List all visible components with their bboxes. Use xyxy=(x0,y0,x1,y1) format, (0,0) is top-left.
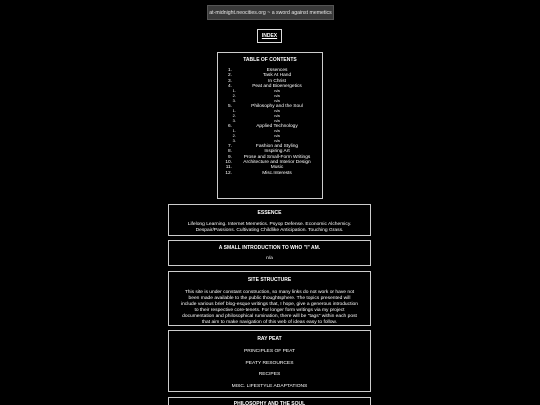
toc-item-label[interactable]: Architecture and Interior Design xyxy=(243,160,311,166)
toc-item-label[interactable]: n/a xyxy=(274,93,280,99)
toc-item-label[interactable]: n/a xyxy=(274,118,280,124)
toc-item-number: 2. xyxy=(232,113,236,119)
recipes-link[interactable]: RECIPES xyxy=(258,372,281,377)
toc-list xyxy=(218,68,322,176)
principles-of-peat-link[interactable]: PRINCIPLES OF PEAT xyxy=(244,349,295,354)
ray-peat-section xyxy=(168,330,371,392)
toc-item-label[interactable]: Philosophy and the Soul xyxy=(251,104,303,110)
toc-item-number: 1. xyxy=(232,88,236,94)
toc-item-label[interactable]: Fashion and Styling xyxy=(255,144,299,150)
toc-item-number: 3. xyxy=(227,78,232,84)
philosophy-section xyxy=(168,397,371,405)
essence-text: Lifelong Learning. Internet Memetics. Psyop Defense. Economic Alchemicy. Despair/Passions. Cultivating Childlike Anticipation. Touching Grass. xyxy=(187,222,352,233)
toc-item-label[interactable]: Applied Technology xyxy=(256,124,298,130)
toc-item-number: 11. xyxy=(225,165,232,171)
ray-peat-title: RAY PEAT xyxy=(257,336,282,342)
toc-item-label[interactable]: Prose and Small-Form Writings xyxy=(243,154,311,160)
toc-item-number: 2. xyxy=(232,133,236,139)
site-structure-section xyxy=(168,271,371,326)
toc-item-number: 8. xyxy=(227,149,232,155)
toc-item-label[interactable]: n/a xyxy=(274,113,280,119)
toc-item-label[interactable]: n/a xyxy=(274,98,280,104)
intro-title: A SMALL INTRODUCTION TO WHO "I" AM. xyxy=(218,245,321,251)
toc-item-label[interactable]: Task At Hand xyxy=(262,73,292,79)
toc-item-label[interactable]: Music xyxy=(270,165,284,171)
toc-item-label[interactable]: Essences xyxy=(266,68,288,73)
toc-item-number: 10. xyxy=(225,160,232,166)
table-of-contents xyxy=(217,52,323,199)
toc-item-label[interactable]: Inspiring Art xyxy=(264,149,290,155)
toc-item-label[interactable]: n/a xyxy=(274,133,280,139)
philosophy-title: PHILOSOPHY AND THE SOUL xyxy=(233,401,306,405)
site-structure-text: This site is under constant construction, so many links do not work or have not been made available to the public thoughtsphere. The topics presented will include various brief blog-esque writings that, I hope, give a generous introduction to their respective core-tenets. For longer form writings via my project documentation and philosophical rumination, there will be "tags" within each post that aim to make navigation of this web of ideas easy to follow. xyxy=(181,290,358,325)
toc-item-number: 12. xyxy=(225,170,232,176)
toc-item-number: 3. xyxy=(232,118,236,124)
toc-item-label[interactable]: In Christ xyxy=(268,78,286,84)
intro-text: n/a xyxy=(266,256,273,261)
intro-section xyxy=(168,240,371,266)
toc-item-number: 5. xyxy=(227,104,232,110)
toc-item-label[interactable]: Misc.Interests xyxy=(262,170,292,176)
toc-item-number: 9. xyxy=(227,154,232,160)
essence-title: ESSENCE xyxy=(257,210,282,216)
peaty-resources-link[interactable]: PEATY RESOURCES xyxy=(245,360,294,366)
index-link[interactable]: INDEX xyxy=(257,29,282,43)
toc-item-label[interactable]: n/a xyxy=(274,138,280,144)
toc-item-number: 7. xyxy=(227,144,232,150)
toc-item[interactable] xyxy=(218,171,322,176)
site-title: at-midnight.neocities.org ~ a sword against memetics xyxy=(209,9,332,16)
site-title-bar xyxy=(207,5,334,20)
toc-item-number: 3. xyxy=(232,138,236,144)
toc-item-label[interactable]: n/a xyxy=(274,128,280,134)
site-structure-title: SITE STRUCTURE xyxy=(247,277,292,283)
toc-item-number: 2. xyxy=(227,73,232,79)
toc-item-label[interactable]: n/a xyxy=(274,88,280,94)
toc-title: TABLE OF CONTENTS xyxy=(243,57,297,63)
toc-item-number: 6. xyxy=(227,124,232,130)
toc-item-label[interactable]: n/a xyxy=(274,108,280,114)
toc-item-number: 3. xyxy=(232,98,236,104)
toc-item-number: 1. xyxy=(227,68,232,73)
toc-item-number: 1. xyxy=(232,128,236,134)
toc-item-number: 1. xyxy=(232,108,236,114)
toc-item-label[interactable]: Peat and Bioenergetics xyxy=(252,84,302,90)
essence-section xyxy=(168,204,371,236)
toc-item-number: 4. xyxy=(227,84,232,90)
misc-lifestyle-adaptations-link[interactable]: MISC. LIFESTYLE ADAPTATIONS xyxy=(231,383,308,389)
toc-item-number: 2. xyxy=(232,93,236,99)
